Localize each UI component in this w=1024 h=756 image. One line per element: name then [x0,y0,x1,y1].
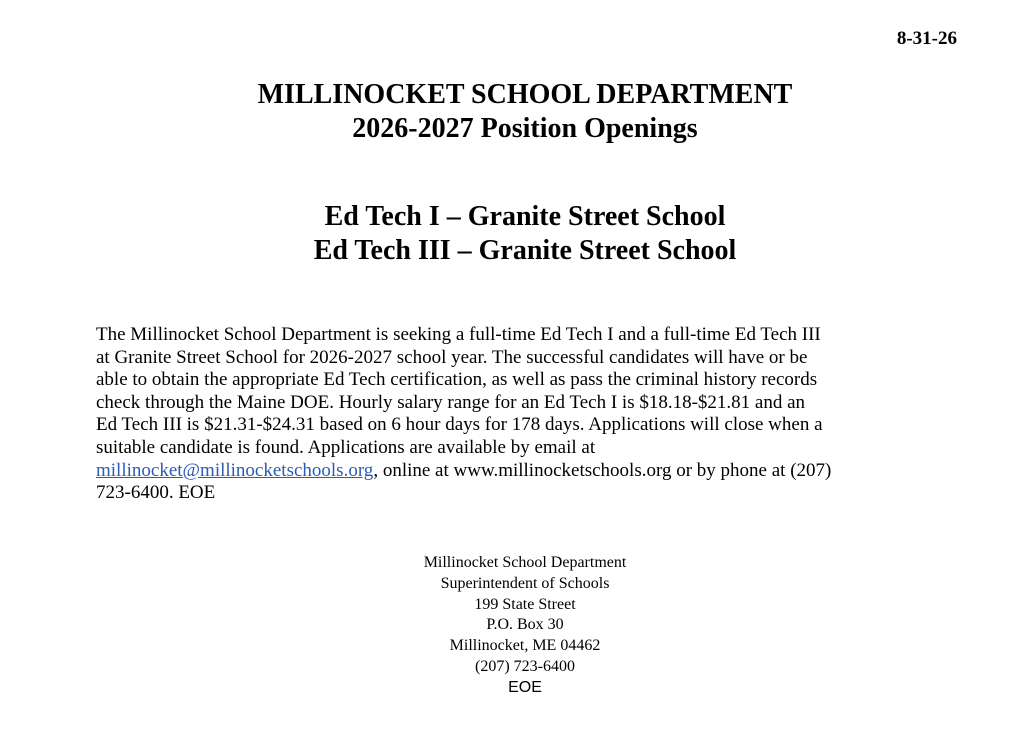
description-line: 723-6400. EOE [96,482,216,504]
page-title [0,78,1024,146]
address-city: Millinocket, ME 04462 [449,637,601,655]
position-ed-tech-i: Ed Tech I – Granite Street School [324,201,726,232]
position-ed-tech-iii: Ed Tech III – Granite Street School [313,235,737,266]
address-office: Superintendent of Schools [440,574,610,592]
position-list [0,200,1024,268]
description-line: suitable candidate is found. Applications are available by email at [96,436,596,458]
mailing-address [0,553,1024,699]
contact-details: , online at www.millinocketschools.org or by phone at (207) [373,459,832,481]
description-line: able to obtain the appropriate Ed Tech certification, as well as pass the criminal history records [96,369,818,391]
job-description [96,324,966,505]
description-line: Ed Tech III is $21.31-$24.31 based on 6 hour days for 178 days. Applications will close when a [96,414,823,436]
email-link[interactable]: millinocket@millinocketschools.org [96,459,374,481]
description-line: at Granite Street School for 2026-2027 school year. The successful candidates will have or be [96,346,808,368]
description-line: check through the Maine DOE. Hourly salary range for an Ed Tech I is $18.18-$21.81 and an [96,391,806,413]
document-date: 8-31-26 [896,28,957,49]
address-eoe: EOE [508,678,542,696]
title-subtitle: 2026-2027 Position Openings [352,113,698,144]
description-line-contact [96,460,966,483]
address-organization: Millinocket School Department [423,554,627,571]
description-line: The Millinocket School Department is seeking a full-time Ed Tech I and a full-time Ed Tech III [96,324,821,345]
address-phone: (207) 723-6400 [475,657,575,675]
address-street: 199 State Street [474,595,576,613]
address-po-box: P.O. Box 30 [486,616,564,634]
title-organization: MILLINOCKET SCHOOL DEPARTMENT [257,79,793,110]
